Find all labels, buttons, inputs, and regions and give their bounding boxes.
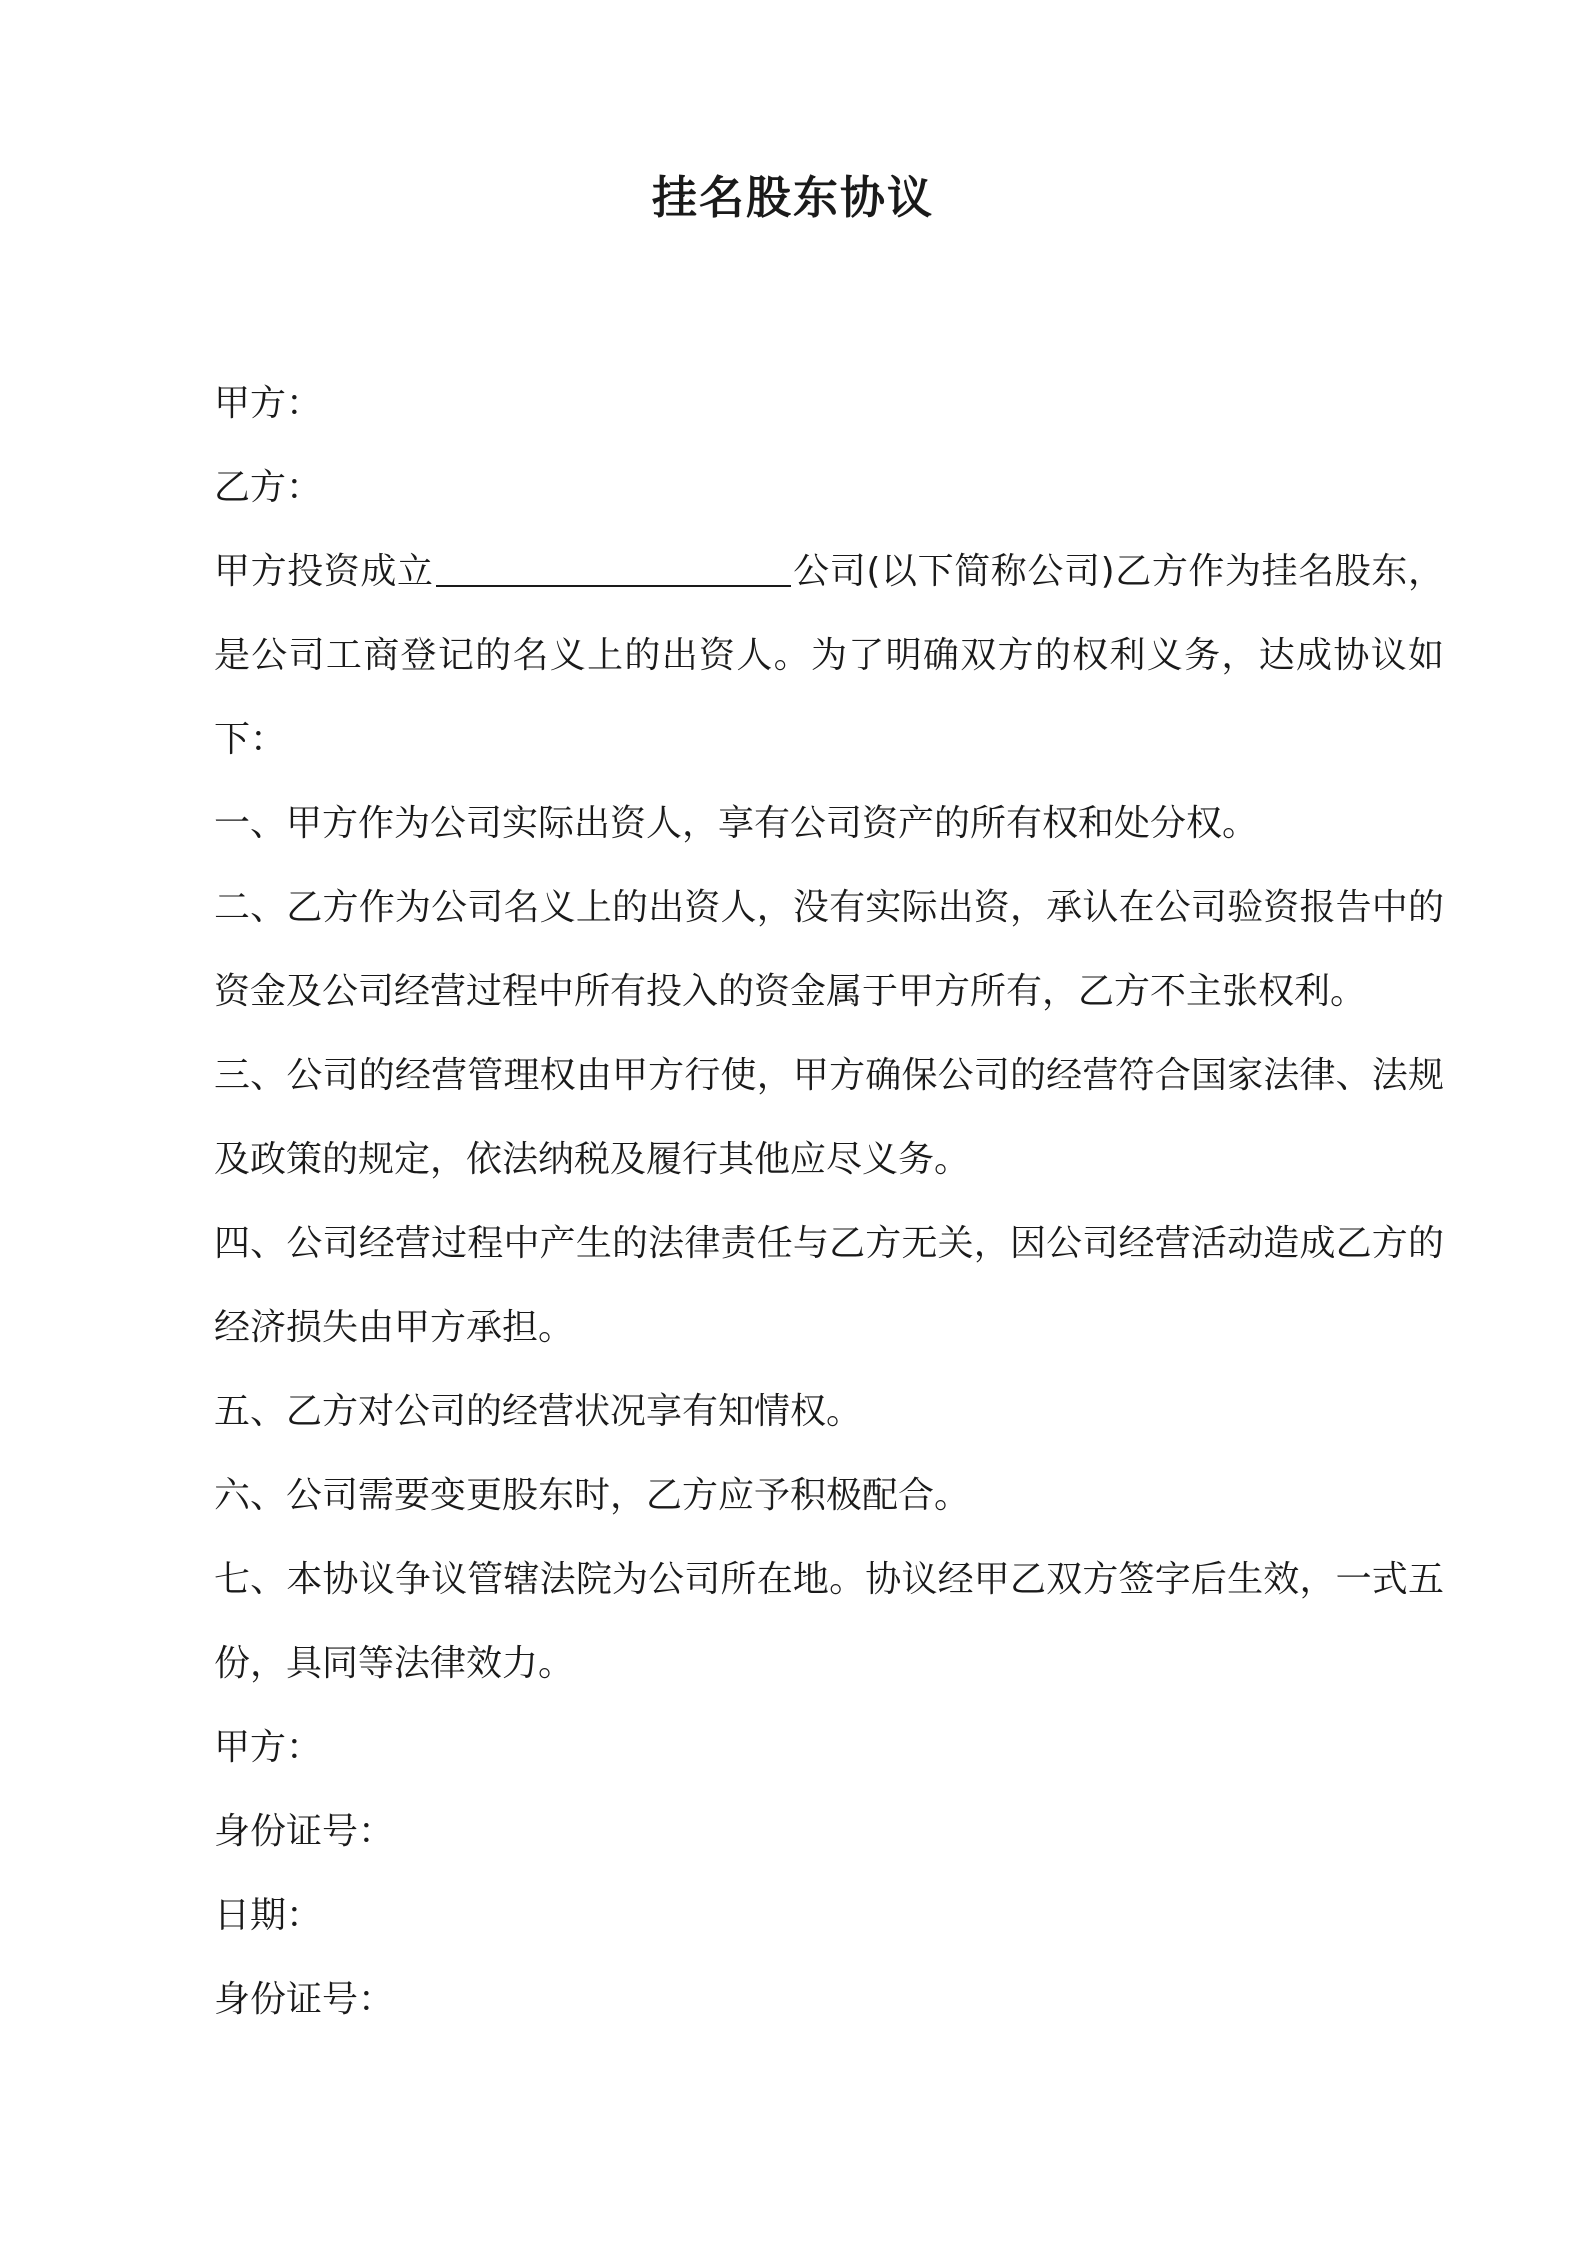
intro-paragraph (214, 530, 1444, 782)
clause-5: 五、乙方对公司的经营状况享有知情权。 (214, 1391, 863, 1432)
party-a-label: 甲方： (214, 383, 323, 424)
clause-7: 七、本协议争议管辖法院为公司所在地。协议经甲乙双方签字后生效，一式五份，具同等法律效力。 (214, 1559, 1444, 1684)
party-b-label: 乙方： (214, 467, 323, 508)
signature-id-label-1: 身份证号： (214, 1811, 395, 1852)
clause-6: 六、公司需要变更股东时，乙方应予积极配合。 (214, 1475, 971, 1516)
clause-2: 二、乙方作为公司名义上的出资人，没有实际出资，承认在公司验资报告中的资金及公司经营过程中所有投入的资金属于甲方所有，乙方不主张权利。 (214, 887, 1444, 1012)
intro-after-blank: 公司(以下简称公司)乙方作为挂名股东，是公司工商登记的名义上的出资人。为了明确双方的权利义务，达成协议如下： (214, 551, 1444, 760)
intro-before-blank: 甲方投资成立 (214, 551, 434, 592)
clause-3: 三、公司的经营管理权由甲方行使，甲方确保公司的经营符合国家法律、法规及政策的规定，依法纳税及履行其他应尽义务。 (214, 1055, 1444, 1180)
signature-id-label-2: 身份证号： (214, 1979, 395, 2020)
signature-date-label: 日期： (214, 1895, 323, 1936)
document-title: 挂名股东协议 (651, 171, 934, 224)
document-body (214, 362, 1444, 2042)
company-name-blank (436, 555, 791, 587)
clause-4: 四、公司经营过程中产生的法律责任与乙方无关，因公司经营活动造成乙方的经济损失由甲方承担。 (214, 1223, 1444, 1348)
signature-party-a-label: 甲方： (214, 1727, 323, 1768)
clause-1: 一、甲方作为公司实际出资人，享有公司资产的所有权和处分权。 (214, 803, 1259, 844)
